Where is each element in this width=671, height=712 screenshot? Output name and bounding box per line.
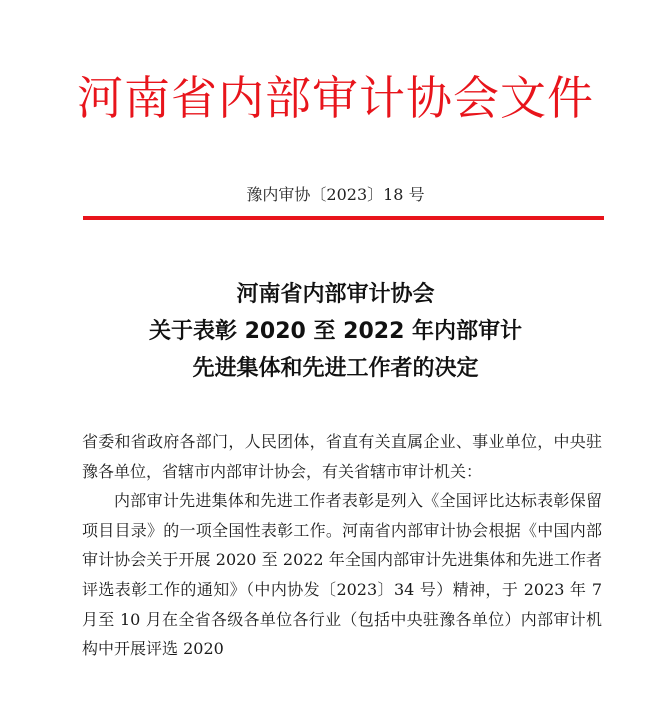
title-line-2: 关于表彰 2020 至 2022 年内部审计 [148, 319, 523, 344]
document-number: 豫内审协〔2023〕18 号 [246, 185, 425, 204]
body-paragraph: 内部审计先进集体和先进工作者表彰是列入《全国评比达标表彰保留项目目录》的一项全国性表彰工作。河南省内部审计协会根据《中国内部审计协会关于开展 2020 至 2022 年全国内部审计先进集体和先进工作者评选表彰工作的通知》（中内协发〔2023〕34 号）精神，于 2023 年 7 月至 10 月在全省各级各单位各行业（包括中央驻豫各单位）内部审计机构中开展评选 2020 [82, 491, 602, 659]
red-divider-line [83, 216, 604, 220]
document-body [82, 427, 602, 664]
addressee-paragraph: 省委和省政府各部门，人民团体，省直有关直属企业、事业单位，中央驻豫各单位，省辖市内部审计协会，有关省辖市审计机关： [82, 432, 602, 481]
document-issuer-masthead: 河南省内部审计协会文件 [77, 71, 594, 125]
title-line-3: 先进集体和先进工作者的决定 [192, 356, 479, 381]
document-title [0, 276, 671, 387]
title-line-1: 河南省内部审计协会 [236, 282, 435, 307]
